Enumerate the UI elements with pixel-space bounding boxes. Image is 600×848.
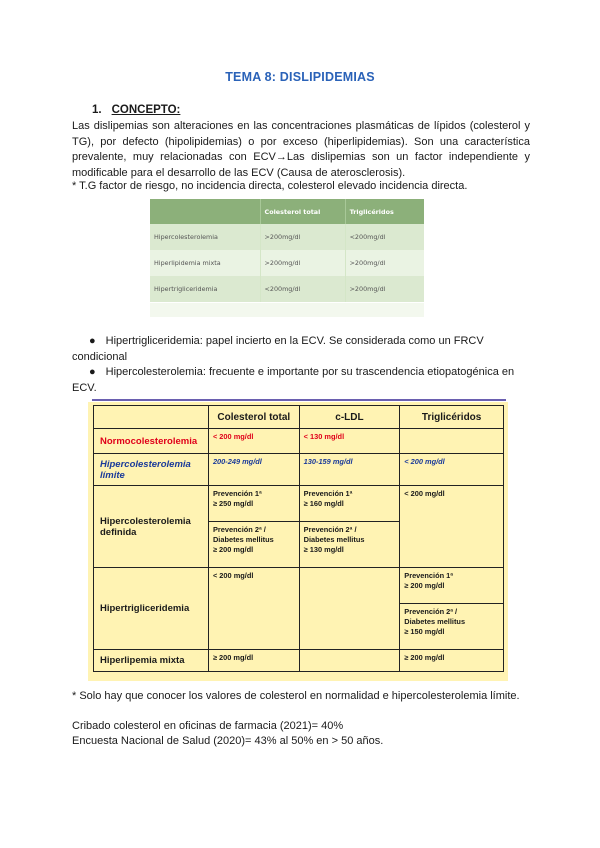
small-table-footer bbox=[150, 303, 424, 317]
stat-line: Cribado colesterol en oficinas de farmacia (2021)= 40% bbox=[72, 720, 344, 732]
table-row bbox=[94, 454, 504, 486]
value-line: Prevención 1ª bbox=[212, 489, 262, 498]
row-label-hipertg: Hipertrigliceridemia bbox=[94, 568, 209, 650]
definida-ldl-prev1 bbox=[299, 486, 400, 522]
bullet-text: Hipercolesterolemia: frecuente e importante por su trascendencia etiopatogénica en ECV. bbox=[72, 366, 515, 394]
row-label-mixta: Hiperlipemia mixta bbox=[94, 650, 209, 672]
note-values: * Solo hay que conocer los valores de colesterol en normalidad e hipercolesterolemia límite. bbox=[72, 690, 520, 702]
header-cell-ldl: c-LDL bbox=[299, 406, 400, 429]
table-row bbox=[94, 486, 504, 522]
table-row bbox=[94, 650, 504, 672]
normo-tg bbox=[400, 429, 504, 454]
value-line: ≥ 150 mg/dl bbox=[404, 627, 445, 636]
mixta-ldl bbox=[299, 650, 400, 672]
value-line: ≥ 130 mg/dl bbox=[303, 545, 344, 554]
bullet-list bbox=[72, 334, 530, 396]
divider bbox=[92, 399, 506, 401]
limite-ct: 200-249 mg/dl bbox=[208, 454, 299, 486]
value-line: Diabetes mellitus bbox=[303, 535, 365, 544]
value-line: Diabetes mellitus bbox=[212, 535, 274, 544]
table-row bbox=[150, 276, 424, 302]
limite-tg: < 200 mg/dl bbox=[400, 454, 504, 486]
row-label-limite: Hipercolesterolemia límite bbox=[94, 454, 209, 486]
row-label-normo: Normocolesterolemia bbox=[94, 429, 209, 454]
list-item bbox=[72, 365, 530, 396]
small-table-header-ct: Colesterol total bbox=[260, 199, 345, 224]
mixta-tg: ≥ 200 mg/dl bbox=[400, 650, 504, 672]
table-header-row bbox=[94, 406, 504, 429]
table-row bbox=[94, 568, 504, 604]
small-table-header-empty bbox=[150, 199, 260, 224]
bullet-dot-icon: ● bbox=[89, 335, 96, 347]
value-line: ≥ 200 mg/dl bbox=[404, 581, 445, 590]
value-line: ≥ 200 mg/dl bbox=[212, 545, 254, 554]
small-table-cell: <200mg/dl bbox=[345, 224, 424, 250]
value-line: Prevención 2ª / bbox=[212, 525, 266, 534]
table-row bbox=[150, 224, 424, 250]
hipertg-tg-prev2 bbox=[400, 604, 504, 650]
section-number: 1. bbox=[92, 104, 102, 116]
value-line: ≥ 250 mg/dl bbox=[212, 499, 254, 508]
small-table bbox=[150, 199, 424, 302]
page-title: TEMA 8: DISLIPIDEMIAS bbox=[225, 70, 375, 84]
small-table-cell: >200mg/dl bbox=[345, 276, 424, 302]
header-cell-empty bbox=[94, 406, 209, 429]
small-table-cell: <200mg/dl bbox=[260, 276, 345, 302]
header-cell-tg: Triglicéridos bbox=[400, 406, 504, 429]
value-line: Prevención 2ª / bbox=[404, 607, 458, 616]
small-table-cell: Hiperlipidemia mixta bbox=[150, 250, 260, 276]
bullet-dot-icon: ● bbox=[89, 366, 96, 379]
small-table-cell: Hipertrigliceridemia bbox=[150, 276, 260, 302]
definida-ct-prev1 bbox=[208, 486, 299, 522]
table-row bbox=[150, 250, 424, 276]
section-heading-text: CONCEPTO: bbox=[111, 104, 181, 116]
definida-ldl-prev2 bbox=[299, 522, 400, 568]
section-heading bbox=[92, 104, 180, 116]
stat-line: Encuesta Nacional de Salud (2020)= 43% al 50% en > 50 años. bbox=[72, 735, 384, 747]
concept-paragraph: Las dislipemias son alteraciones en las concentraciones plasmáticas de lípidos (colesterol y TG), por defecto (hipolipidemias) o por exceso (hiperlipidemias). Son una característica prevalente, muy relacionadas con ECV→Las dislipemias son un factor independiente y modificable para el desarrollo de las ECV (Causa de aterosclerosis). bbox=[72, 120, 530, 179]
table-row bbox=[94, 429, 504, 454]
hipertg-ct: < 200 mg/dl bbox=[208, 568, 299, 650]
bullet-text: Hipertrigliceridemia: papel incierto en la ECV. Se considerada como un FRCV condicional bbox=[72, 335, 484, 363]
value-line: Prevención 2ª / bbox=[303, 525, 357, 534]
list-item bbox=[72, 334, 530, 365]
definida-ct-prev2 bbox=[208, 522, 299, 568]
value-line: Diabetes mellitus bbox=[404, 617, 466, 626]
note-tg: * T.G factor de riesgo, no incidencia directa, colesterol elevado incidencia directa. bbox=[72, 180, 468, 192]
normo-ldl: < 130 mg/dl bbox=[299, 429, 400, 454]
value-line: Prevención 1ª bbox=[404, 571, 454, 580]
small-table-cell: Hipercolesterolemia bbox=[150, 224, 260, 250]
row-label-definida: Hipercolesterolemia definida bbox=[94, 486, 209, 568]
value-line: Prevención 1ª bbox=[303, 489, 353, 498]
lipid-classification-table bbox=[93, 405, 504, 672]
small-table-cell: >200mg/dl bbox=[345, 250, 424, 276]
small-table-cell: >200mg/dl bbox=[260, 250, 345, 276]
mixta-ct: ≥ 200 mg/dl bbox=[208, 650, 299, 672]
limite-ldl: 130-159 mg/dl bbox=[299, 454, 400, 486]
hipertg-tg-prev1 bbox=[400, 568, 504, 604]
hipertg-ldl bbox=[299, 568, 400, 650]
value-line: ≥ 160 mg/dl bbox=[303, 499, 344, 508]
normo-ct: < 200 mg/dl bbox=[208, 429, 299, 454]
small-table-cell: >200mg/dl bbox=[260, 224, 345, 250]
header-cell-ct: Colesterol total bbox=[208, 406, 299, 429]
small-table-header-tg: Triglicéridos bbox=[345, 199, 424, 224]
definida-tg: < 200 mg/dl bbox=[400, 486, 504, 568]
